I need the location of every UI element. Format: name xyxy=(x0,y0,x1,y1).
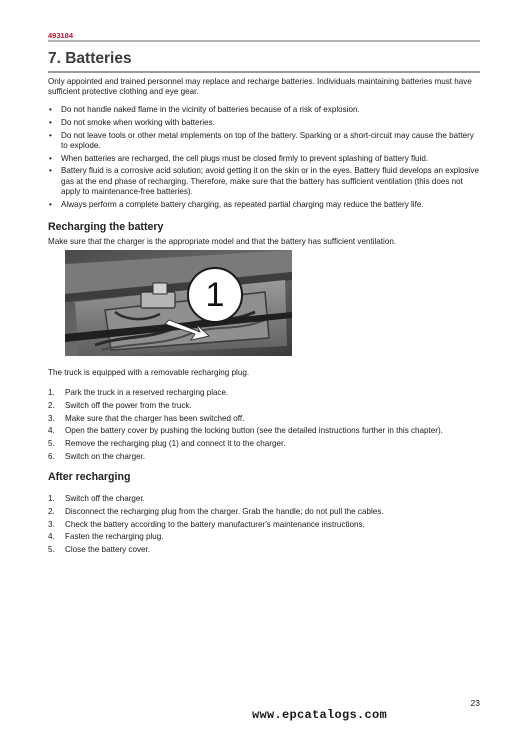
step-number: 4. xyxy=(48,426,55,436)
recharging-steps xyxy=(48,388,480,465)
step-text: Remove the recharging plug (1) and connect it to the charger. xyxy=(65,439,286,449)
step-item xyxy=(48,545,480,555)
bullet-text: Do not smoke when working with batteries. xyxy=(61,117,215,127)
step-item xyxy=(48,452,480,462)
step-item xyxy=(48,426,480,436)
bullet-item xyxy=(48,131,480,151)
page-number: 23 xyxy=(470,698,480,708)
step-number: 6. xyxy=(48,451,55,461)
bullet-item xyxy=(48,154,480,164)
step-item xyxy=(48,401,480,411)
step-text: Open the battery cover by pushing the locking button (see the detailed instructions further in this chapter). xyxy=(65,426,443,436)
title-rule xyxy=(48,71,480,73)
step-number: 1. xyxy=(48,494,55,503)
bullet-marker: • xyxy=(49,130,52,140)
after-recharging-heading: After recharging xyxy=(48,471,131,483)
step-item xyxy=(48,520,480,530)
step-number: 5. xyxy=(48,439,55,449)
after-recharging-steps xyxy=(48,494,480,558)
step-item xyxy=(48,414,480,424)
recharging-subtext: Make sure that the charger is the appropriate model and that the battery has sufficient ventilation. xyxy=(48,237,397,246)
bullet-marker: • xyxy=(49,166,52,176)
step-text: Switch off the charger. xyxy=(65,494,145,503)
bullet-marker: • xyxy=(49,153,52,163)
step-text: Check the battery according to the battery manufacturer's maintenance instructions. xyxy=(65,519,365,529)
bullet-item xyxy=(48,200,480,210)
manual-page xyxy=(48,0,480,731)
step-number: 4. xyxy=(48,532,55,542)
callout-number: 1 xyxy=(205,276,225,314)
photo-caption: The truck is equipped with a removable recharging plug. xyxy=(48,368,250,377)
step-number: 5. xyxy=(48,545,55,555)
step-item xyxy=(48,439,480,449)
bullet-item xyxy=(48,166,480,197)
header-rule xyxy=(48,40,480,42)
document-id: 493184 xyxy=(48,31,74,40)
step-text: Fasten the recharging plug. xyxy=(65,532,164,542)
bullet-text: Battery fluid is a corrosive acid solution; avoid getting it on the skin or in the eyes. Battery fluid develops an explosive gas at the end phase of recharging. Therefore, make sure that the battery has sufficient ventilation (this does not apply to maintenance-free batteries). xyxy=(61,166,479,196)
step-item xyxy=(48,532,480,542)
watermark-link[interactable]: www.epcatalogs.com xyxy=(252,708,388,722)
intro-paragraph: Only appointed and trained personnel may replace and recharge batteries. Individuals maintaining batteries must have sufficient protective clothing and eye gear. xyxy=(48,77,472,96)
bullet-marker: • xyxy=(49,117,52,127)
step-item xyxy=(48,388,480,398)
bullet-marker: • xyxy=(49,199,52,209)
step-text: Park the truck in a reserved recharging place. xyxy=(65,388,229,397)
step-item xyxy=(48,494,480,504)
bullet-text: When batteries are recharged, the cell plugs must be closed firmly to prevent splashing of battery fluid. xyxy=(61,153,429,163)
bullet-text: Always perform a complete battery charging, as repeated partial charging may reduce the battery life. xyxy=(61,199,424,209)
step-number: 3. xyxy=(48,413,55,423)
recharging-plug-photo xyxy=(65,250,292,356)
step-item xyxy=(48,507,480,517)
safety-bullet-list xyxy=(48,105,480,212)
bullet-item xyxy=(48,105,480,115)
step-number: 2. xyxy=(48,506,55,516)
step-text: Make sure that the charger has been switched off. xyxy=(65,413,245,423)
bullet-item xyxy=(48,118,480,128)
step-text: Close the battery cover. xyxy=(65,545,151,555)
bullet-text: Do not handle naked flame in the vicinity of batteries because of a risk of explosion. xyxy=(61,105,360,114)
bullet-text: Do not leave tools or other metal implements on top of the battery. Sparking or a short-circuit may cause the battery to explode. xyxy=(61,130,474,150)
step-text: Disconnect the recharging plug from the charger. Grab the handle; do not pull the cables. xyxy=(65,506,384,516)
page-title: 7. Batteries xyxy=(48,50,132,67)
step-text: Switch off the power from the truck. xyxy=(65,400,192,410)
step-number: 1. xyxy=(48,388,55,397)
step-number: 3. xyxy=(48,519,55,529)
bullet-marker: • xyxy=(49,105,52,114)
step-number: 2. xyxy=(48,400,55,410)
recharging-heading: Recharging the battery xyxy=(48,221,164,233)
step-text: Switch on the charger. xyxy=(65,451,146,461)
